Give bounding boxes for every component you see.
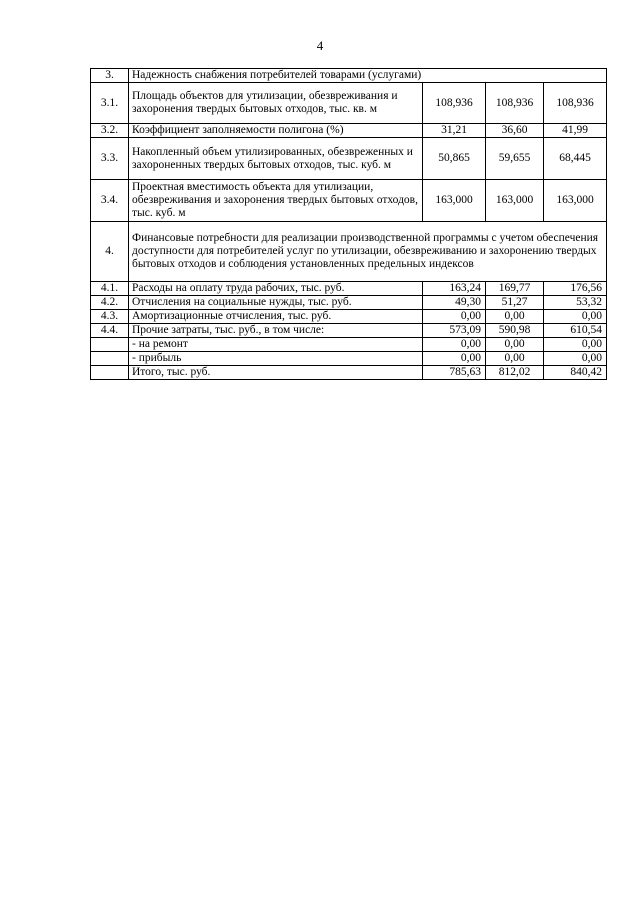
value-year-1: 0,00 bbox=[423, 352, 486, 366]
table-row bbox=[91, 180, 607, 222]
row-description: Отчисления на социальные нужды, тыс. руб. bbox=[129, 296, 423, 310]
row-number: 3.2. bbox=[91, 124, 129, 138]
table-row bbox=[91, 222, 607, 282]
table-row bbox=[91, 138, 607, 180]
value-year-1: 573,09 bbox=[423, 324, 486, 338]
row-number bbox=[91, 366, 129, 380]
table-row bbox=[91, 338, 607, 352]
row-number: 4.3. bbox=[91, 310, 129, 324]
value-year-3: 610,54 bbox=[544, 324, 607, 338]
value-year-2: 590,98 bbox=[486, 324, 544, 338]
row-description: Проектная вместимость объекта для утилизации, обезвреживания и захоронения твердых бытовых отходов, тыс. куб. м bbox=[129, 180, 423, 222]
row-description: Амортизационные отчисления, тыс. руб. bbox=[129, 310, 423, 324]
table-row bbox=[91, 282, 607, 296]
table-row bbox=[91, 69, 607, 83]
table-row bbox=[91, 324, 607, 338]
value-year-1: 163,24 bbox=[423, 282, 486, 296]
table-row bbox=[91, 296, 607, 310]
row-number: 4.1. bbox=[91, 282, 129, 296]
section-title: Надежность снабжения потребителей товарами (услугами) bbox=[129, 69, 607, 83]
row-number: 3.3. bbox=[91, 138, 129, 180]
value-year-2: 51,27 bbox=[486, 296, 544, 310]
value-year-3: 53,32 bbox=[544, 296, 607, 310]
value-year-1: 0,00 bbox=[423, 310, 486, 324]
row-number bbox=[91, 352, 129, 366]
table-row bbox=[91, 366, 607, 380]
value-year-3: 176,56 bbox=[544, 282, 607, 296]
value-year-1: 163,000 bbox=[423, 180, 486, 222]
value-year-2: 0,00 bbox=[486, 310, 544, 324]
value-year-2: 812,02 bbox=[486, 366, 544, 380]
row-number: 4.4. bbox=[91, 324, 129, 338]
table-row bbox=[91, 124, 607, 138]
section-title: Финансовые потребности для реализации производственной программы с учетом обеспечения доступности для потребителей услуг по утилизации, обезвреживанию и захоронению твердых бытовых отходов и соблюдения установленных предельных индексов bbox=[129, 222, 607, 282]
value-year-2: 36,60 bbox=[486, 124, 544, 138]
row-number: 4. bbox=[91, 222, 129, 282]
row-number: 3. bbox=[91, 69, 129, 83]
value-year-2: 163,000 bbox=[486, 180, 544, 222]
table-row bbox=[91, 83, 607, 124]
row-number: 3.4. bbox=[91, 180, 129, 222]
row-description: Коэффициент заполняемости полигона (%) bbox=[129, 124, 423, 138]
value-year-1: 108,936 bbox=[423, 83, 486, 124]
value-year-1: 785,63 bbox=[423, 366, 486, 380]
value-year-1: 49,30 bbox=[423, 296, 486, 310]
table-row bbox=[91, 310, 607, 324]
value-year-2: 169,77 bbox=[486, 282, 544, 296]
value-year-3: 0,00 bbox=[544, 338, 607, 352]
row-description: - на ремонт bbox=[129, 338, 423, 352]
value-year-1: 31,21 bbox=[423, 124, 486, 138]
row-description: Итого, тыс. руб. bbox=[129, 366, 423, 380]
value-year-2: 0,00 bbox=[486, 338, 544, 352]
value-year-3: 108,936 bbox=[544, 83, 607, 124]
value-year-1: 50,865 bbox=[423, 138, 486, 180]
row-number bbox=[91, 338, 129, 352]
value-year-3: 163,000 bbox=[544, 180, 607, 222]
page-number: 4 bbox=[316, 38, 324, 53]
value-year-3: 68,445 bbox=[544, 138, 607, 180]
value-year-2: 108,936 bbox=[486, 83, 544, 124]
value-year-3: 0,00 bbox=[544, 310, 607, 324]
value-year-3: 0,00 bbox=[544, 352, 607, 366]
row-description: - прибыль bbox=[129, 352, 423, 366]
indicators-table bbox=[90, 68, 607, 380]
value-year-1: 0,00 bbox=[423, 338, 486, 352]
row-description: Площадь объектов для утилизации, обезвреживания и захоронения твердых бытовых отходов, тыс. кв. м bbox=[129, 83, 423, 124]
value-year-2: 59,655 bbox=[486, 138, 544, 180]
row-number: 3.1. bbox=[91, 83, 129, 124]
row-number: 4.2. bbox=[91, 296, 129, 310]
row-description: Накопленный объем утилизированных, обезвреженных и захороненных твердых бытовых отходов, тыс. куб. м bbox=[129, 138, 423, 180]
row-description: Прочие затраты, тыс. руб., в том числе: bbox=[129, 324, 423, 338]
value-year-3: 41,99 bbox=[544, 124, 607, 138]
value-year-2: 0,00 bbox=[486, 352, 544, 366]
value-year-3: 840,42 bbox=[544, 366, 607, 380]
table-row bbox=[91, 352, 607, 366]
row-description: Расходы на оплату труда рабочих, тыс. руб. bbox=[129, 282, 423, 296]
